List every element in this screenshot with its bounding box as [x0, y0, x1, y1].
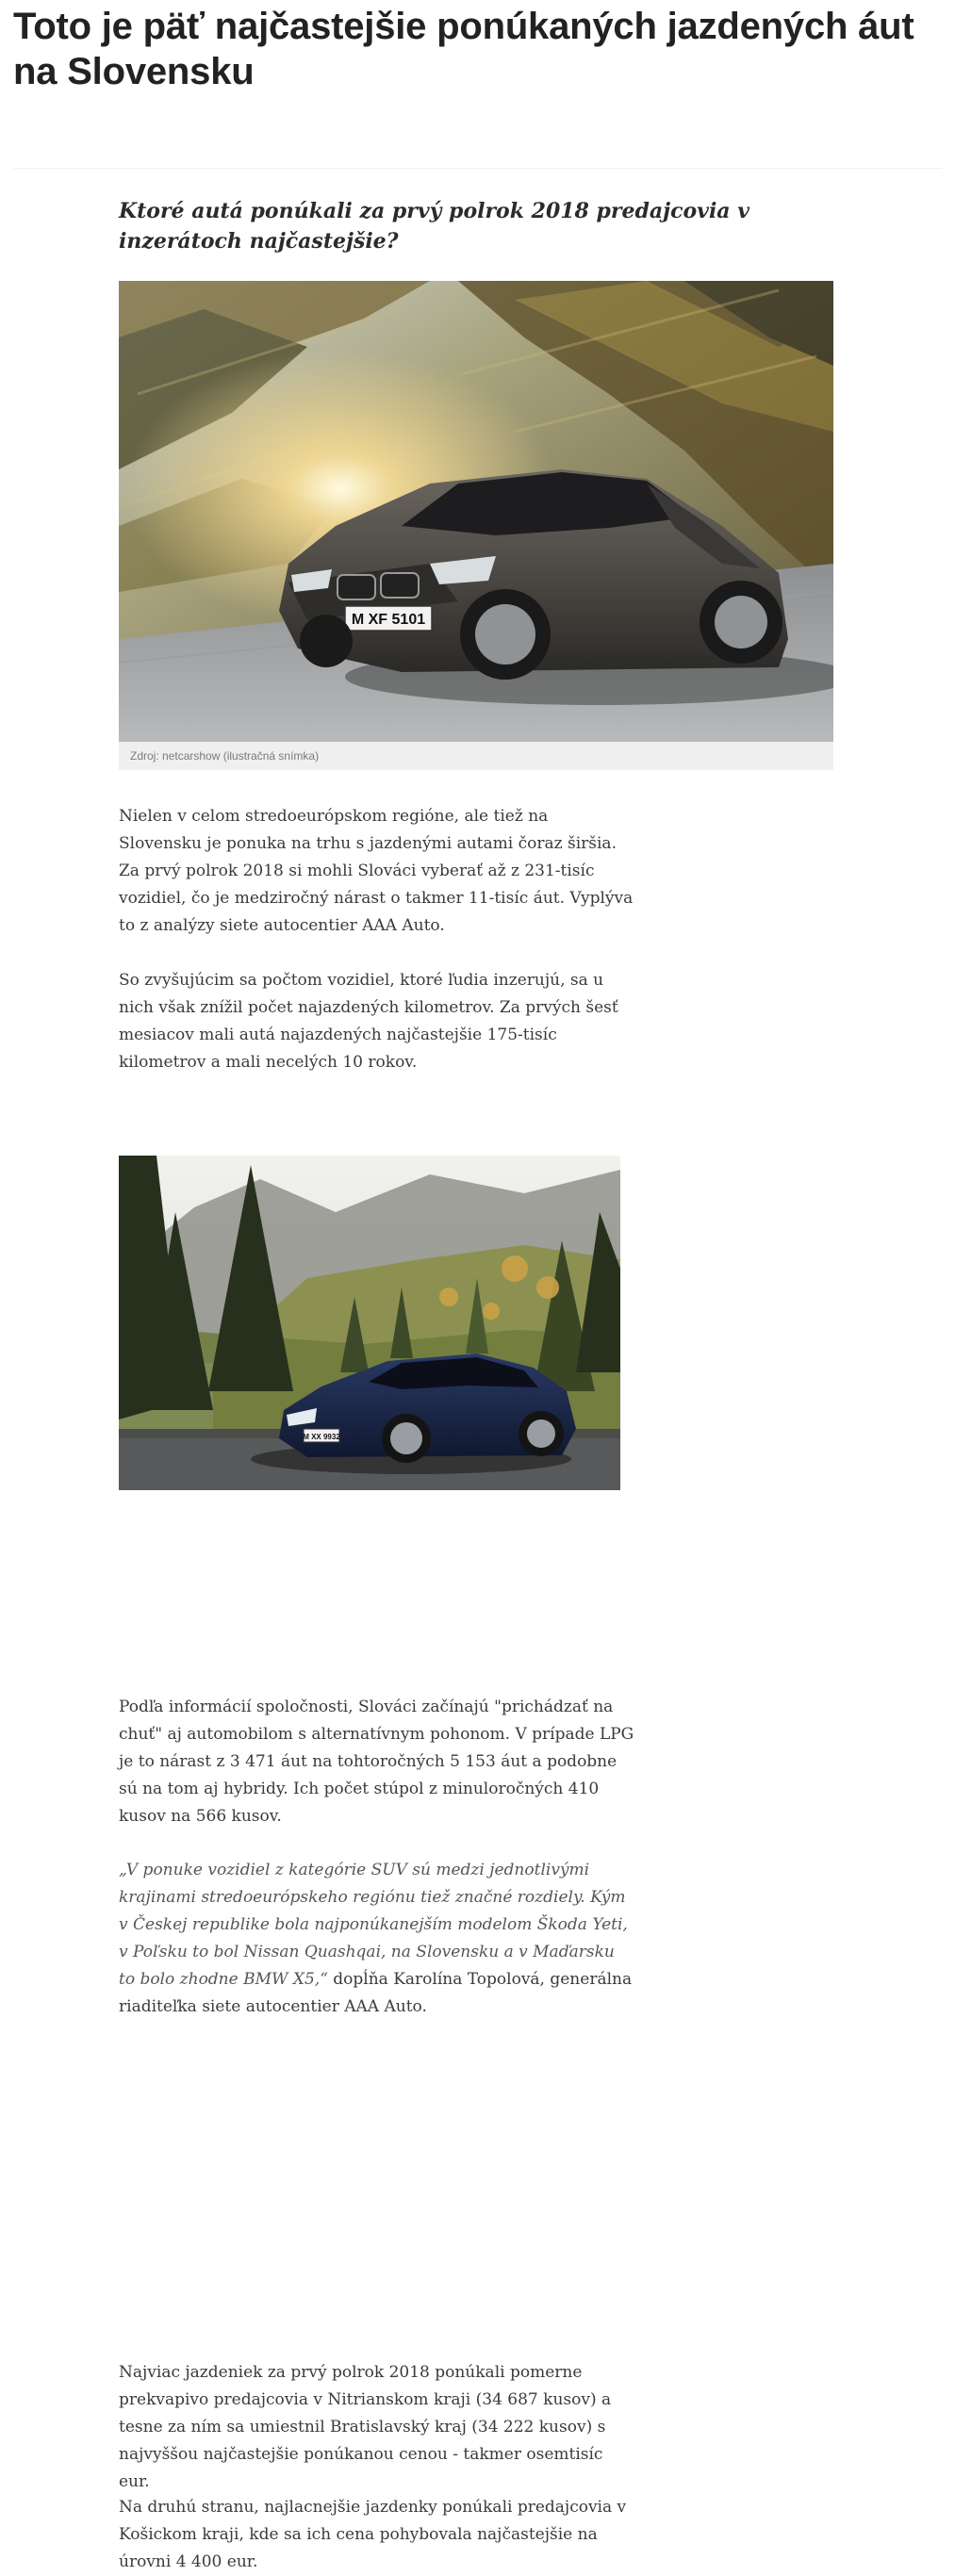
article-paragraph: Podľa informácií spoločnosti, Slováci začínajú "prichádzať na chuť" aj automobilom s alternatívnym pohonom. V prípade LPG je to nárast z 3 471 áut na tohtoročných 5 153 áut a podobne sú na tom aj hybridy. Ich počet stúpol z minuloročných 410 kusov na 566 kusov. — [119, 1698, 634, 1826]
page-title: Toto je päť najčastejšie ponúkaných jazdených áut na Slovensku — [13, 6, 914, 92]
title-divider — [13, 168, 942, 169]
license-plate-1: M XF 5101 — [351, 612, 426, 628]
article-quote — [119, 1857, 635, 2021]
bmw-road-photo — [119, 281, 833, 742]
article-paragraph: So zvyšujúcim sa počtom vozidiel, ktoré ľudia inzerujú, sa u nich však znížil počet najazdených kilometrov. Za prvých šesť mesiacov mali autá najazdených najčastejšie 175-tisíc kilometrov a mali necelých 10 rokov. — [119, 971, 618, 1072]
bmw-mountain-photo — [119, 1156, 620, 1490]
article-subheading: Ktoré autá ponúkali za prvý polrok 2018 predajcovia v inzerátoch najčastejšie? — [119, 199, 750, 254]
article-paragraph: Na druhú stranu, najlacnejšie jazdenky ponúkali predajcovia v Košickom kraji, kde sa ich cena pohybovala najčastejšie na úrovni 4 400 eur. — [119, 2498, 627, 2571]
image-caption: Zdroj: netcarshow (ilustračná snímka) — [130, 749, 320, 763]
article-figure — [119, 281, 833, 770]
quote-attribution: dopĺňa Karolína Topolová, generálna riaditeľka siete autocentier AAA Auto. — [119, 1970, 633, 2016]
article-paragraph: Najviac jazdeniek za prvý polrok 2018 ponúkali pomerne prekvapivo predajcovia v Nitrianskom kraji (34 687 kusov) a tesne za ním sa umiestnil Bratislavský kraj (34 222 kusov) s najvyššou najčastejšie ponúkanou cenou - takmer osemtisíc eur. — [119, 2363, 612, 2491]
quote-text: „V ponuke vozidiel z kategórie SUV sú medzi jednotlivými krajinami stredoeurópskeho regiónu tiež značné rozdiely. Kým v Českej republike bola najponúkanejším modelom Škoda Yeti, v Poľsku to bol Nissan Quashqai, na Slovensku a v Maďarsku to bolo zhodne BMW X5,“ — [119, 1861, 628, 1989]
license-plate-2: M XX 9932 — [303, 1433, 340, 1441]
article-paragraph: Nielen v celom stredoeurópskom regióne, ale tiež na Slovensku je ponuka na trhu s jazdenými autami čoraz širšia. Za prvý polrok 2018 si mohli Slováci vyberať až z 231-tisíc vozidiel, čo je medziročný nárast o takmer 11-tisíc áut. Vyplýva to z analýzy siete autocentier AAA Auto. — [119, 807, 634, 935]
